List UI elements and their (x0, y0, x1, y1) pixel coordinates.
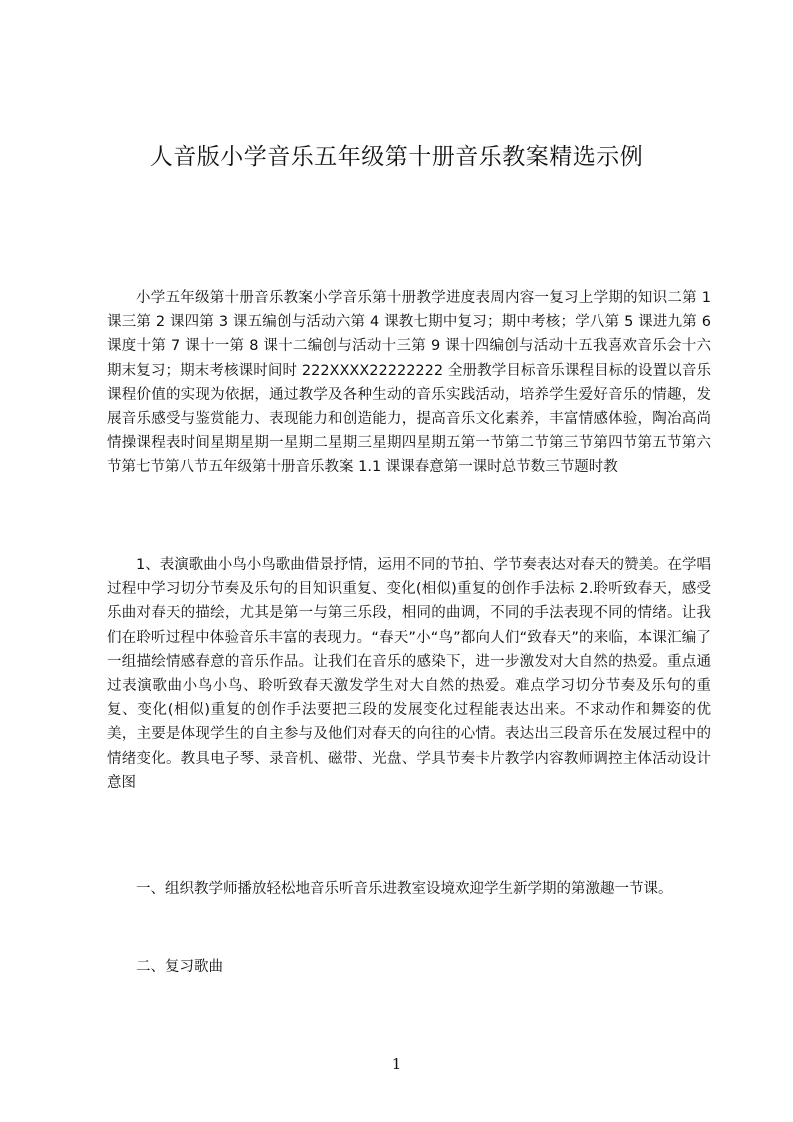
paragraph-review-song: 二、复习歌曲 (136, 959, 223, 975)
page-number: 1 (391, 1055, 402, 1073)
paragraph-lesson-goals: 1、表演歌曲小鸟小鸟歌曲借景抒情，运用不同的节拍、学节奏表达对春天的赞美。在学唱过程中学习切分节奏及乐句的目知识重复、变化(相似)重复的创作手法标 2.聆听致春天，感受乐曲对春天的描绘，尤其是第一与第三乐段，相同的曲调，不同的手法表现不同的情绪。让我们在聆听过程中体验音乐丰富的表现力。“春天”小“鸟”都向人们“致春天”的来临，本课汇编了一组描绘情感春意的音乐作品。让我们在音乐的感染下，进一步激发对大自然的热爱。重点通过表演歌曲小鸟小鸟、聆听致春天激发学生对大自然的热爱。难点学习切分节奏及乐句的重复、变化(相似)重复的创作手法要把三段的发展变化过程能表达出来。不求动作和舞姿的优美，主要是体现学生的自主参与及他们对春天的向往的心情。表达出三段音乐在发展过程中的情绪变化。教具电子琴、录音机、磁带、光盘、学具节奏卡片教学内容教师调控主体活动设计意图 (107, 557, 711, 791)
document-title: 人音版小学音乐五年级第十册音乐教案精选示例 (149, 144, 644, 170)
paragraph-organize-teaching: 一、组织教学师播放轻松地音乐听音乐进教室设境欢迎学生新学期的第激趣一节课。 (136, 881, 673, 897)
paragraph-teaching-schedule: 小学五年级第十册音乐教案小学音乐第十册教学进度表周内容一复习上学期的知识二第 1 课三第 2 课四第 3 课五编创与活动六第 4 课教七期中复习；期中考核；学八第 5 课进九第 6 课度十第 7 课十一第 8 课十二编创与活动十三第 9 课十四编创与活动十五我喜欢音乐会十六期末复习；期末考核课时间时 222XXXX22222222 全册教学目标音乐课程目标的设置以音乐课程价值的实现为依据，通过教学及各种生动的音乐实践活动，培养学生爱好音乐的情趣，发展音乐感受与鉴赏能力、表现能力和创造能力，提高音乐文化素养，丰富情感体验，陶冶高尚情操课程表时间星期星期一星期二星期三星期四星期五第一节第二节第三节第四节第五节第六节第七节第八节五年级第十册音乐教案 1.1 课课春意第一课时总节数三节题时教 (107, 290, 711, 476)
